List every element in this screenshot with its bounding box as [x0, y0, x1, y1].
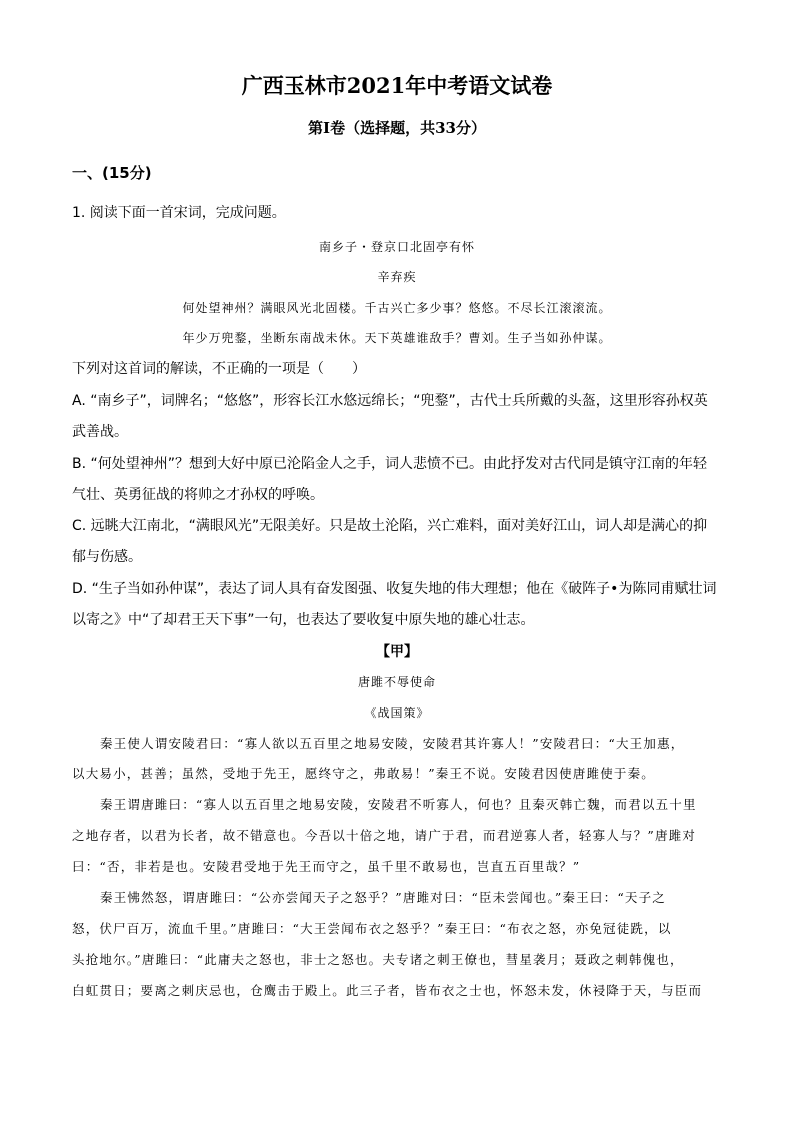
- question-stem: 下列对这首词的解读，不正确的一项是（ ）: [72, 361, 366, 377]
- option-c-cont: 郁与伤感。: [72, 549, 142, 565]
- poem-author: 辛弃疾: [377, 270, 417, 284]
- passage-paragraph-cont: 曰：“否，非若是也。安陵君受地于先王而守之，虽千里不敢易也，岂直五百里哉？”: [72, 859, 581, 874]
- poem-line: 何处望神州？满眼风光北固楼。千古兴亡多少事？悠悠。不尽长江滚滚流。: [182, 301, 612, 315]
- poem-title: 南乡子・登京口北固亭有怀: [318, 240, 475, 254]
- passage-paragraph: 秦王使人谓安陵君曰：“寡人欲以五百里之地易安陵，安陵君其许寡人！”安陵君曰：“大王加惠，: [100, 736, 685, 751]
- passage-paragraph-cont: 以大易小，甚善；虽然，受地于先王，愿终守之，弗敢易！”秦王不说。安陵君因使唐雎使于秦。: [72, 766, 655, 781]
- passage-source: 《战国策》: [364, 706, 430, 720]
- question-prompt: 1. 阅读下面一首宋词，完成问题。: [72, 205, 286, 221]
- option-a-cont: 武善战。: [72, 424, 128, 440]
- option-b-cont: 气壮、英勇征战的将帅之才孙权的呼唤。: [72, 487, 324, 503]
- page-title: 广西玉林市2021年中考语文试卷: [241, 73, 553, 98]
- passage-paragraph-cont: 怒，伏尸百万，流血千里。”唐雎曰：“大王尝闻布衣之怒乎？”秦王曰：“布衣之怒，亦免冠徒跣，以: [72, 921, 672, 936]
- option-d-cont: 以寄之》中“了却君王天下事”一句，也表达了要收复中原失地的雄心壮志。: [72, 612, 535, 628]
- passage-paragraph-cont: 之地存者，以君为长者，故不错意也。今吾以十倍之地，请广于君，而君逆寡人者，轻寡人与？”唐雎对: [72, 828, 697, 843]
- option-c: C. 远眺大江南北，“满眼风光”无限美好。只是故土沦陷，兴亡难料，面对美好江山，词人却是满心的抑: [72, 518, 708, 534]
- poem-line: 年少万兜鍪，坐断东南战未休。天下英雄谁敌手？曹刘。生子当如孙仲谋。: [182, 331, 612, 345]
- passage-paragraph: 秦王怫然怒，谓唐雎曰：“公亦尝闻天子之怒乎？”唐雎对曰：“臣未尝闻也。”秦王曰：“天子之: [100, 890, 667, 905]
- option-d: D. “生子当如孙仲谋”，表达了词人具有奋发图强、收复失地的伟大理想；他在《破阵子•为陈同甫赋壮词: [72, 581, 717, 597]
- option-a: A. “南乡子”，词牌名；“悠悠”，形容长江水悠远绵长；“兜鍪”，古代士兵所戴的头盔，这里形容孙权英: [72, 393, 708, 409]
- passage-paragraph-cont: 头抢地尔。”唐雎曰：“此庸夫之怒也，非士之怒也。夫专诸之刺王僚也，彗星袭月；聂政之刺韩傀也，: [72, 952, 684, 967]
- passage-paragraph: 秦王谓唐雎曰：“寡人以五百里之地易安陵，安陵君不听寡人，何也？且秦灭韩亡魏，而君以五十里: [100, 797, 697, 812]
- option-b: B. “何处望神州”？想到大好中原已沦陷金人之手，词人悲愤不已。由此抒发对古代同是镇守江南的年轻: [72, 456, 708, 472]
- page-subtitle: 第I卷（选择题，共33分）: [308, 119, 486, 137]
- passage-title: 唐雎不辱使命: [357, 675, 436, 689]
- passage-label: 【甲】: [376, 644, 418, 660]
- passage-paragraph-cont: 白虹贯日；要离之刺庆忌也，仓鹰击于殿上。此三子者，皆布衣之士也，怀怒未发，休祲降于天，与臣而: [72, 983, 703, 998]
- section-heading: 一、(15分): [72, 164, 152, 182]
